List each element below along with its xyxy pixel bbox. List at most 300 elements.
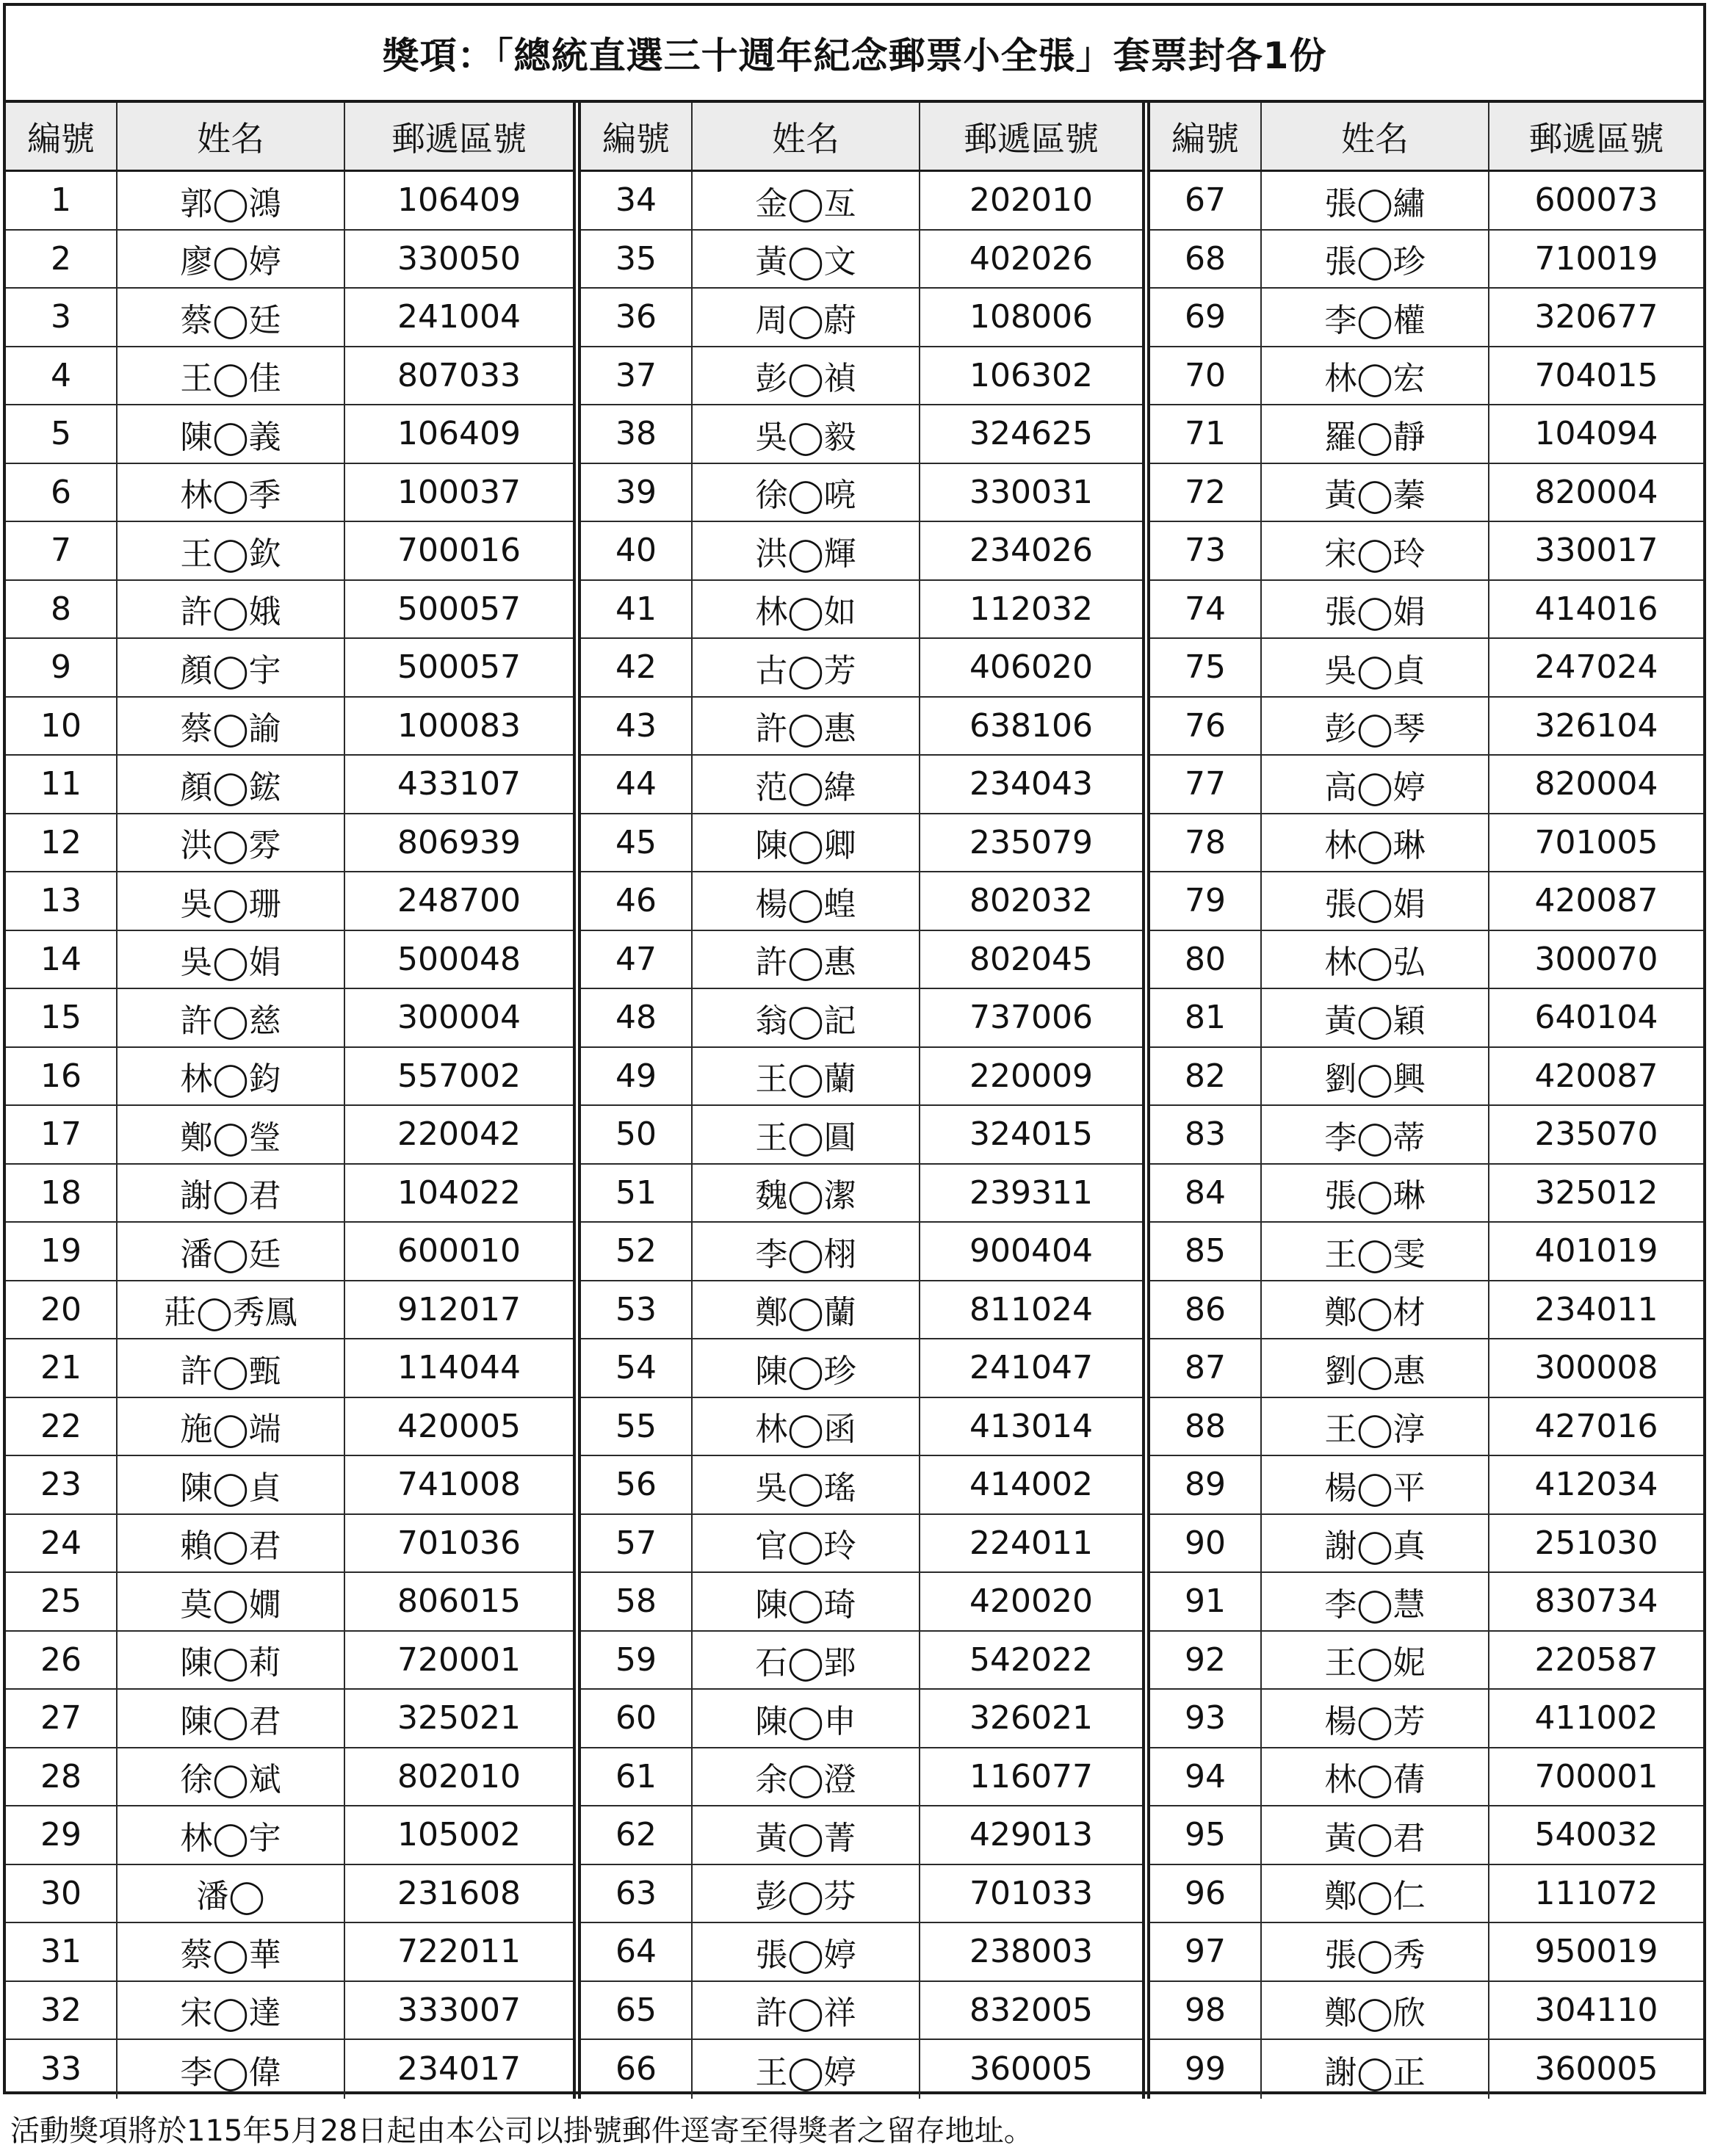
zip-cell: 111072 xyxy=(1534,1874,1658,1912)
table-row xyxy=(1150,1865,1703,1924)
zip-cell: 429013 xyxy=(969,1816,1093,1854)
zip-cell: 406020 xyxy=(969,648,1093,687)
table-row xyxy=(581,1339,1142,1398)
number-cell: 94 xyxy=(1150,1748,1262,1806)
number-cell: 64 xyxy=(581,1923,693,1980)
zip-cell: 220042 xyxy=(397,1115,521,1154)
name-cell: 林◯季 xyxy=(118,464,345,521)
table-row xyxy=(1150,405,1703,464)
name-cell: 鄭◯蘭 xyxy=(693,1281,920,1339)
winners-group-1 xyxy=(6,103,573,2099)
name-cell: 范◯緯 xyxy=(693,756,920,813)
zip-cell: 414002 xyxy=(969,1466,1093,1504)
name-cell: 蔡◯華 xyxy=(118,1923,345,1980)
number-cell: 31 xyxy=(6,1923,118,1980)
table-row xyxy=(1150,1690,1703,1748)
table-header-row xyxy=(1150,103,1703,172)
number-cell: 33 xyxy=(6,2040,118,2099)
zip-cell: 360005 xyxy=(969,2050,1093,2088)
table-row xyxy=(1150,639,1703,698)
header-zip: 郵遞區號 xyxy=(964,118,1099,159)
zip-cell: 241004 xyxy=(397,298,521,336)
number-cell: 29 xyxy=(6,1806,118,1864)
table-row xyxy=(6,522,573,581)
name-cell: 廖◯婷 xyxy=(118,231,345,288)
name-cell: 石◯郢 xyxy=(693,1632,920,1689)
number-cell: 55 xyxy=(581,1398,693,1455)
zip-cell: 300070 xyxy=(1534,940,1658,978)
name-cell: 謝◯真 xyxy=(1262,1515,1489,1572)
name-cell: 鄭◯材 xyxy=(1262,1281,1489,1339)
table-row xyxy=(6,1865,573,1924)
zip-cell: 412034 xyxy=(1534,1466,1658,1504)
zip-cell: 320677 xyxy=(1534,298,1658,336)
number-cell: 48 xyxy=(581,989,693,1046)
zip-cell: 116077 xyxy=(969,1757,1093,1795)
number-cell: 92 xyxy=(1150,1632,1262,1689)
table-row xyxy=(6,1748,573,1807)
zip-cell: 700001 xyxy=(1534,1757,1658,1795)
table-row xyxy=(581,231,1142,289)
winners-group-3 xyxy=(1142,103,1703,2099)
table-row xyxy=(1150,1165,1703,1223)
table-row xyxy=(581,872,1142,931)
number-cell: 36 xyxy=(581,289,693,346)
name-cell: 楊◯芳 xyxy=(1262,1690,1489,1747)
number-cell: 43 xyxy=(581,698,693,755)
table-row xyxy=(6,1923,573,1982)
number-cell: 18 xyxy=(6,1165,118,1222)
table-row xyxy=(1150,1806,1703,1865)
name-cell: 楊◯平 xyxy=(1262,1456,1489,1513)
zip-cell: 100083 xyxy=(397,706,521,745)
number-cell: 21 xyxy=(6,1339,118,1397)
name-cell: 林◯函 xyxy=(693,1398,920,1455)
zip-cell: 500048 xyxy=(397,940,521,978)
zip-cell: 701036 xyxy=(397,1524,521,1562)
table-row xyxy=(1150,1048,1703,1107)
name-cell: 洪◯輝 xyxy=(693,522,920,579)
zip-cell: 806939 xyxy=(397,823,521,861)
zip-cell: 360005 xyxy=(1534,2050,1658,2088)
zip-cell: 427016 xyxy=(1534,1407,1658,1445)
number-cell: 6 xyxy=(6,464,118,521)
table-row xyxy=(581,756,1142,814)
number-cell: 44 xyxy=(581,756,693,813)
zip-cell: 701005 xyxy=(1534,823,1658,861)
zip-cell: 806015 xyxy=(397,1582,521,1621)
name-cell: 羅◯靜 xyxy=(1262,405,1489,463)
table-row xyxy=(581,1982,1142,2041)
name-cell: 劉◯惠 xyxy=(1262,1339,1489,1397)
table-row xyxy=(6,814,573,873)
table-row xyxy=(6,289,573,347)
table-row xyxy=(6,1106,573,1165)
table-row xyxy=(1150,989,1703,1048)
number-cell: 28 xyxy=(6,1748,118,1806)
number-cell: 41 xyxy=(581,581,693,638)
zip-cell: 802032 xyxy=(969,882,1093,920)
table-row xyxy=(6,172,573,231)
name-cell: 黃◯文 xyxy=(693,231,920,288)
name-cell: 吳◯貞 xyxy=(1262,639,1489,696)
table-row xyxy=(581,405,1142,464)
number-cell: 75 xyxy=(1150,639,1262,696)
number-cell: 90 xyxy=(1150,1515,1262,1572)
name-cell: 施◯端 xyxy=(118,1398,345,1455)
zip-cell: 720001 xyxy=(397,1640,521,1679)
zip-cell: 401019 xyxy=(1534,1232,1658,1270)
zip-cell: 830734 xyxy=(1534,1582,1658,1621)
number-cell: 8 xyxy=(6,581,118,638)
name-cell: 古◯芳 xyxy=(693,639,920,696)
name-cell: 張◯娟 xyxy=(1262,581,1489,638)
name-cell: 黃◯蓁 xyxy=(1262,464,1489,521)
table-row xyxy=(1150,1281,1703,1340)
zip-cell: 500057 xyxy=(397,648,521,687)
table-row xyxy=(581,1632,1142,1690)
zip-cell: 325021 xyxy=(397,1699,521,1737)
name-cell: 張◯繡 xyxy=(1262,172,1489,229)
table-row xyxy=(6,872,573,931)
zip-cell: 420087 xyxy=(1534,1057,1658,1095)
zip-cell: 202010 xyxy=(969,181,1093,220)
prize-list-sheet xyxy=(3,3,1706,2094)
number-cell: 61 xyxy=(581,1748,693,1806)
number-cell: 45 xyxy=(581,814,693,872)
zip-cell: 300008 xyxy=(1534,1349,1658,1387)
number-cell: 16 xyxy=(6,1048,118,1105)
name-cell: 魏◯潔 xyxy=(693,1165,920,1222)
zip-cell: 325012 xyxy=(1534,1173,1658,1212)
number-cell: 13 xyxy=(6,872,118,930)
zip-cell: 557002 xyxy=(397,1057,521,1095)
zip-cell: 330031 xyxy=(969,473,1093,511)
name-cell: 洪◯雰 xyxy=(118,814,345,872)
table-row xyxy=(581,1806,1142,1865)
name-cell: 余◯澄 xyxy=(693,1748,920,1806)
winners-group-2 xyxy=(573,103,1142,2099)
name-cell: 莊◯秀鳳 xyxy=(118,1281,345,1339)
number-cell: 62 xyxy=(581,1806,693,1864)
zip-cell: 220587 xyxy=(1534,1640,1658,1679)
number-cell: 27 xyxy=(6,1690,118,1747)
name-cell: 林◯蒨 xyxy=(1262,1748,1489,1806)
name-cell: 謝◯君 xyxy=(118,1165,345,1222)
number-cell: 24 xyxy=(6,1515,118,1572)
header-name: 姓名 xyxy=(118,103,345,170)
table-row xyxy=(581,814,1142,873)
number-cell: 3 xyxy=(6,289,118,346)
name-cell: 張◯婷 xyxy=(693,1923,920,1980)
name-cell: 翁◯記 xyxy=(693,989,920,1046)
number-cell: 14 xyxy=(6,931,118,988)
name-cell: 許◯娥 xyxy=(118,581,345,638)
table-row xyxy=(1150,698,1703,756)
name-cell: 楊◯蝗 xyxy=(693,872,920,930)
number-cell: 70 xyxy=(1150,347,1262,405)
zip-cell: 737006 xyxy=(969,999,1093,1037)
zip-cell: 234017 xyxy=(397,2050,521,2088)
header-name: 姓名 xyxy=(1262,103,1489,170)
number-cell: 35 xyxy=(581,231,693,288)
number-cell: 81 xyxy=(1150,989,1262,1046)
number-cell: 67 xyxy=(1150,172,1262,229)
number-cell: 22 xyxy=(6,1398,118,1455)
zip-cell: 600010 xyxy=(397,1232,521,1270)
name-cell: 張◯珍 xyxy=(1262,231,1489,288)
header-zip: 郵遞區號 xyxy=(1528,118,1664,159)
number-cell: 5 xyxy=(6,405,118,463)
number-cell: 30 xyxy=(6,1865,118,1922)
table-row xyxy=(1150,2040,1703,2099)
zip-cell: 701033 xyxy=(969,1874,1093,1912)
name-cell: 張◯秀 xyxy=(1262,1923,1489,1980)
name-cell: 金◯亙 xyxy=(693,172,920,229)
number-cell: 86 xyxy=(1150,1281,1262,1339)
name-cell: 郭◯鴻 xyxy=(118,172,345,229)
name-cell: 許◯祥 xyxy=(693,1982,920,2039)
header-name: 姓名 xyxy=(693,103,920,170)
name-cell: 黃◯菁 xyxy=(693,1806,920,1864)
table-row xyxy=(1150,172,1703,231)
zip-cell: 807033 xyxy=(397,356,521,394)
name-cell: 許◯惠 xyxy=(693,931,920,988)
zip-cell: 300004 xyxy=(397,999,521,1037)
name-cell: 許◯甄 xyxy=(118,1339,345,1397)
table-row xyxy=(6,1982,573,2041)
table-row xyxy=(1150,464,1703,523)
zip-cell: 900404 xyxy=(969,1232,1093,1270)
header-number: 編號 xyxy=(581,103,693,170)
table-row xyxy=(1150,289,1703,347)
name-cell: 謝◯正 xyxy=(1262,2040,1489,2099)
name-cell: 莫◯嫺 xyxy=(118,1573,345,1630)
table-row xyxy=(6,464,573,523)
name-cell: 顏◯鋐 xyxy=(118,756,345,813)
table-row xyxy=(1150,1339,1703,1398)
zip-cell: 500057 xyxy=(397,590,521,628)
name-cell: 林◯宏 xyxy=(1262,347,1489,405)
name-cell: 林◯琳 xyxy=(1262,814,1489,872)
number-cell: 26 xyxy=(6,1632,118,1689)
name-cell: 徐◯斌 xyxy=(118,1748,345,1806)
name-cell: 許◯惠 xyxy=(693,698,920,755)
table-row xyxy=(1150,1515,1703,1574)
table-row xyxy=(581,522,1142,581)
zip-cell: 241047 xyxy=(969,1349,1093,1387)
table-row xyxy=(6,2040,573,2099)
zip-cell: 248700 xyxy=(397,882,521,920)
table-row xyxy=(581,464,1142,523)
table-row xyxy=(581,1456,1142,1515)
name-cell: 劉◯興 xyxy=(1262,1048,1489,1105)
number-cell: 47 xyxy=(581,931,693,988)
table-row xyxy=(581,698,1142,756)
name-cell: 黃◯君 xyxy=(1262,1806,1489,1864)
table-row xyxy=(6,639,573,698)
number-cell: 95 xyxy=(1150,1806,1262,1864)
number-cell: 52 xyxy=(581,1223,693,1280)
number-cell: 54 xyxy=(581,1339,693,1397)
table-row xyxy=(6,1806,573,1865)
table-row xyxy=(581,639,1142,698)
zip-cell: 104094 xyxy=(1534,415,1658,453)
number-cell: 34 xyxy=(581,172,693,229)
zip-cell: 802010 xyxy=(397,1757,521,1795)
table-row xyxy=(6,1048,573,1107)
zip-cell: 820004 xyxy=(1534,765,1658,803)
zip-cell: 333007 xyxy=(397,1991,521,2029)
name-cell: 李◯偉 xyxy=(118,2040,345,2099)
number-cell: 68 xyxy=(1150,231,1262,288)
table-row xyxy=(581,1165,1142,1223)
name-cell: 潘◯廷 xyxy=(118,1223,345,1280)
number-cell: 2 xyxy=(6,231,118,288)
table-row xyxy=(581,172,1142,231)
table-row xyxy=(6,1573,573,1632)
name-cell: 陳◯莉 xyxy=(118,1632,345,1689)
table-row xyxy=(581,1281,1142,1340)
zip-cell: 420087 xyxy=(1534,882,1658,920)
name-cell: 蔡◯諭 xyxy=(118,698,345,755)
name-cell: 陳◯琦 xyxy=(693,1573,920,1630)
prize-title: 獎項：「總統直選三十週年紀念郵票小全張」套票封各1份 xyxy=(6,6,1703,103)
number-cell: 32 xyxy=(6,1982,118,2039)
number-cell: 11 xyxy=(6,756,118,813)
name-cell: 許◯慈 xyxy=(118,989,345,1046)
table-row xyxy=(6,989,573,1048)
name-cell: 彭◯琴 xyxy=(1262,698,1489,755)
number-cell: 84 xyxy=(1150,1165,1262,1222)
number-cell: 88 xyxy=(1150,1398,1262,1455)
zip-cell: 106409 xyxy=(397,415,521,453)
table-row xyxy=(6,347,573,406)
zip-cell: 234011 xyxy=(1534,1290,1658,1328)
zip-cell: 638106 xyxy=(969,706,1093,745)
name-cell: 徐◯喨 xyxy=(693,464,920,521)
zip-cell: 700016 xyxy=(397,532,521,570)
table-row xyxy=(1150,1982,1703,2041)
number-cell: 46 xyxy=(581,872,693,930)
table-row xyxy=(6,1223,573,1281)
zip-cell: 112032 xyxy=(969,590,1093,628)
table-row xyxy=(1150,931,1703,990)
zip-cell: 234026 xyxy=(969,532,1093,570)
table-row xyxy=(1150,1106,1703,1165)
zip-cell: 411002 xyxy=(1534,1699,1658,1737)
name-cell: 官◯玲 xyxy=(693,1515,920,1572)
number-cell: 7 xyxy=(6,522,118,579)
number-cell: 98 xyxy=(1150,1982,1262,2039)
number-cell: 99 xyxy=(1150,2040,1262,2099)
number-cell: 66 xyxy=(581,2040,693,2099)
name-cell: 李◯栩 xyxy=(693,1223,920,1280)
name-cell: 王◯欽 xyxy=(118,522,345,579)
table-row xyxy=(581,1223,1142,1281)
number-cell: 73 xyxy=(1150,522,1262,579)
number-cell: 4 xyxy=(6,347,118,405)
winners-table xyxy=(6,103,1703,2099)
table-row xyxy=(581,1398,1142,1457)
number-cell: 87 xyxy=(1150,1339,1262,1397)
zip-cell: 239311 xyxy=(969,1173,1093,1212)
name-cell: 陳◯珍 xyxy=(693,1339,920,1397)
table-row xyxy=(6,1632,573,1690)
name-cell: 彭◯芬 xyxy=(693,1865,920,1922)
zip-cell: 402026 xyxy=(969,239,1093,278)
name-cell: 賴◯君 xyxy=(118,1515,345,1572)
number-cell: 96 xyxy=(1150,1865,1262,1922)
header-number: 編號 xyxy=(6,103,118,170)
zip-cell: 326021 xyxy=(969,1699,1093,1737)
zip-cell: 420020 xyxy=(969,1582,1093,1621)
number-cell: 85 xyxy=(1150,1223,1262,1280)
number-cell: 60 xyxy=(581,1690,693,1747)
name-cell: 顏◯宇 xyxy=(118,639,345,696)
table-header-row xyxy=(581,103,1142,172)
zip-cell: 106302 xyxy=(969,356,1093,394)
table-row xyxy=(6,698,573,756)
zip-cell: 100037 xyxy=(397,473,521,511)
name-cell: 潘◯ xyxy=(118,1865,345,1922)
number-cell: 37 xyxy=(581,347,693,405)
table-row xyxy=(581,1048,1142,1107)
zip-cell: 802045 xyxy=(969,940,1093,978)
table-row xyxy=(6,581,573,640)
name-cell: 王◯雯 xyxy=(1262,1223,1489,1280)
name-cell: 陳◯卿 xyxy=(693,814,920,872)
number-cell: 42 xyxy=(581,639,693,696)
zip-cell: 741008 xyxy=(397,1466,521,1504)
name-cell: 宋◯玲 xyxy=(1262,522,1489,579)
zip-cell: 114044 xyxy=(397,1349,521,1387)
table-row xyxy=(6,1339,573,1398)
table-row xyxy=(581,1573,1142,1632)
table-row xyxy=(581,1748,1142,1807)
number-cell: 17 xyxy=(6,1106,118,1163)
zip-cell: 600073 xyxy=(1534,181,1658,220)
number-cell: 79 xyxy=(1150,872,1262,930)
number-cell: 72 xyxy=(1150,464,1262,521)
name-cell: 彭◯禎 xyxy=(693,347,920,405)
zip-cell: 413014 xyxy=(969,1407,1093,1445)
zip-cell: 238003 xyxy=(969,1933,1093,1971)
table-row xyxy=(1150,756,1703,814)
zip-cell: 640104 xyxy=(1534,999,1658,1037)
zip-cell: 234043 xyxy=(969,765,1093,803)
number-cell: 71 xyxy=(1150,405,1262,463)
name-cell: 林◯鈞 xyxy=(118,1048,345,1105)
table-row xyxy=(581,989,1142,1048)
table-row xyxy=(6,931,573,990)
number-cell: 23 xyxy=(6,1456,118,1513)
name-cell: 王◯婷 xyxy=(693,2040,920,2099)
table-row xyxy=(6,1515,573,1574)
name-cell: 陳◯君 xyxy=(118,1690,345,1747)
zip-cell: 108006 xyxy=(969,298,1093,336)
table-row xyxy=(1150,522,1703,581)
table-row xyxy=(1150,1573,1703,1632)
name-cell: 宋◯達 xyxy=(118,1982,345,2039)
name-cell: 張◯娟 xyxy=(1262,872,1489,930)
number-cell: 65 xyxy=(581,1982,693,2039)
number-cell: 9 xyxy=(6,639,118,696)
table-row xyxy=(1150,1632,1703,1690)
zip-cell: 231608 xyxy=(397,1874,521,1912)
number-cell: 51 xyxy=(581,1165,693,1222)
name-cell: 王◯圓 xyxy=(693,1106,920,1163)
